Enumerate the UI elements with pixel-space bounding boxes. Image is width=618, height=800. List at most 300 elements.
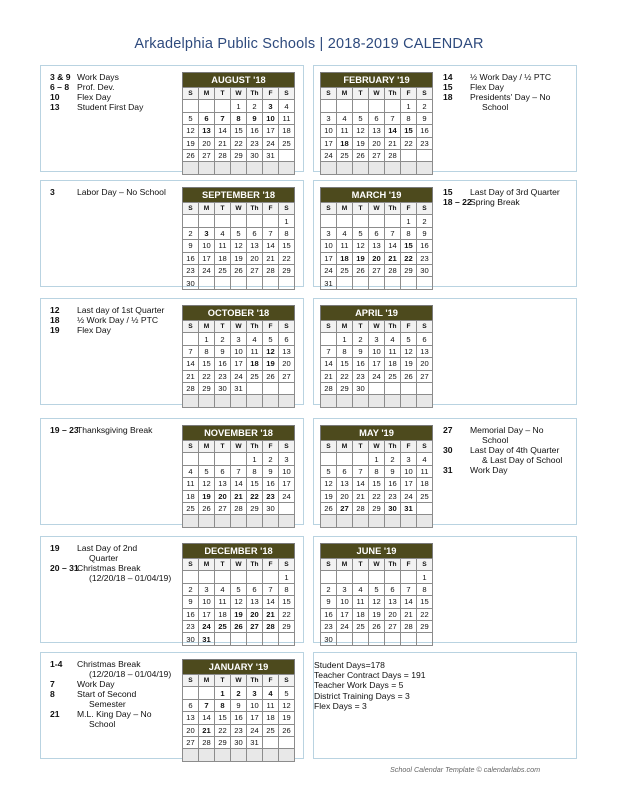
weekday-label: T	[353, 559, 369, 571]
day-cell: 17	[321, 252, 337, 264]
event-notes	[50, 659, 178, 729]
weekday-label: S	[183, 675, 199, 687]
event-note	[443, 82, 575, 92]
day-cell: 1	[215, 687, 231, 699]
day-cell: 6	[247, 227, 263, 239]
day-cell: 7	[199, 699, 215, 711]
event-description: M.L. King Day – No	[77, 709, 152, 719]
day-cell: 22	[417, 608, 433, 620]
day-cell: 6	[247, 583, 263, 595]
event-description: Flex Day	[77, 325, 111, 335]
empty-day-cell	[247, 749, 263, 761]
calendar-dec-18	[182, 543, 295, 646]
event-description: Prof. Dev.	[77, 82, 115, 92]
day-cell: 6	[279, 333, 295, 345]
weekday-label: M	[337, 321, 353, 333]
calendar-aug-18	[182, 72, 295, 175]
day-cell: 14	[385, 125, 401, 137]
weekday-label: S	[279, 675, 295, 687]
day-cell: 25	[263, 724, 279, 736]
weekday-label: F	[263, 321, 279, 333]
empty-day-cell	[337, 395, 353, 407]
day-cell: 23	[183, 620, 199, 632]
day-cell: 13	[369, 240, 385, 252]
day-cell: 12	[321, 478, 337, 490]
day-cell: 12	[231, 240, 247, 252]
event-date: 18 – 22	[443, 197, 472, 207]
event-description: ½ Work Day / ½ PTC	[470, 72, 552, 82]
weekday-label: M	[337, 88, 353, 100]
calendar-feb-19	[320, 72, 433, 175]
event-note	[443, 72, 575, 82]
event-note	[443, 197, 575, 207]
day-cell: 22	[231, 137, 247, 149]
weekday-label: F	[401, 88, 417, 100]
empty-day-cell	[247, 515, 263, 527]
weekday-label: Th	[247, 88, 263, 100]
event-notes	[50, 305, 178, 335]
day-cell: 31	[247, 736, 263, 748]
day-cell: 13	[417, 345, 433, 357]
day-cell: 27	[279, 370, 295, 382]
empty-day-cell	[247, 633, 263, 645]
event-notes	[50, 187, 178, 197]
stat-line: Student Days=178	[314, 660, 385, 670]
day-cell: 2	[353, 333, 369, 345]
day-cell: 16	[385, 478, 401, 490]
event-date	[50, 669, 77, 679]
empty-day-cell	[183, 453, 199, 465]
empty-day-cell	[369, 100, 385, 112]
calendar-mar-19	[320, 187, 433, 290]
day-cell: 19	[231, 252, 247, 264]
event-date	[50, 719, 77, 729]
day-cell: 25	[417, 490, 433, 502]
day-cell: 17	[279, 478, 295, 490]
event-date: 31	[443, 465, 453, 475]
calendar-jun-19	[320, 543, 433, 646]
day-cell: 12	[279, 699, 295, 711]
event-description: Spring Break	[470, 197, 520, 207]
day-cell: 21	[183, 370, 199, 382]
day-cell: 15	[231, 125, 247, 137]
empty-day-cell	[417, 149, 433, 161]
empty-day-cell	[215, 162, 231, 174]
weekday-label: F	[401, 321, 417, 333]
day-cell: 29	[417, 620, 433, 632]
stat-line: Teacher Work Days = 5	[314, 680, 404, 691]
day-cell: 29	[369, 502, 385, 514]
day-cell: 19	[199, 490, 215, 502]
empty-day-cell	[215, 633, 231, 645]
empty-day-cell	[353, 453, 369, 465]
day-cell: 29	[199, 382, 215, 394]
day-cell: 16	[247, 125, 263, 137]
day-cell: 5	[183, 112, 199, 124]
weekday-label: F	[263, 441, 279, 453]
weekday-label: Th	[247, 321, 263, 333]
empty-day-cell	[321, 100, 337, 112]
day-cell: 2	[183, 227, 199, 239]
event-notes	[50, 543, 178, 583]
empty-day-cell	[321, 395, 337, 407]
empty-day-cell	[417, 502, 433, 514]
day-cell: 16	[321, 608, 337, 620]
day-cell: 6	[215, 465, 231, 477]
event-date: 19 – 23	[50, 425, 79, 435]
day-cell: 19	[369, 608, 385, 620]
empty-day-cell	[247, 277, 263, 289]
weekday-label: W	[369, 559, 385, 571]
event-description: Memorial Day – No	[470, 425, 544, 435]
event-note	[443, 102, 575, 112]
day-cell: 30	[183, 277, 199, 289]
event-description: Last day of 1st Quarter	[77, 305, 165, 315]
day-cell: 10	[199, 240, 215, 252]
calendar-jan-19	[182, 659, 295, 762]
day-cell: 4	[337, 227, 353, 239]
day-cell: 8	[401, 112, 417, 124]
day-cell: 19	[263, 358, 279, 370]
day-cell: 18	[263, 712, 279, 724]
day-cell: 14	[385, 240, 401, 252]
day-cell: 20	[369, 252, 385, 264]
weekday-label: S	[183, 441, 199, 453]
day-cell: 3	[247, 687, 263, 699]
day-cell: 23	[321, 620, 337, 632]
day-cell: 4	[353, 583, 369, 595]
day-cell: 17	[231, 358, 247, 370]
event-date: 15	[443, 82, 453, 92]
empty-day-cell	[337, 215, 353, 227]
empty-day-cell	[337, 277, 353, 289]
event-description: Quarter	[89, 553, 119, 563]
day-cell: 10	[263, 112, 279, 124]
day-cell: 1	[279, 571, 295, 583]
day-cell: 3	[231, 333, 247, 345]
day-cell: 2	[231, 687, 247, 699]
empty-day-cell	[247, 162, 263, 174]
day-cell: 7	[321, 345, 337, 357]
empty-day-cell	[183, 162, 199, 174]
event-notes	[443, 187, 575, 207]
weekday-label: W	[369, 88, 385, 100]
day-cell: 25	[215, 620, 231, 632]
empty-day-cell	[353, 395, 369, 407]
empty-day-cell	[183, 749, 199, 761]
weekday-label: F	[401, 203, 417, 215]
day-cell: 26	[263, 370, 279, 382]
day-cell: 4	[279, 100, 295, 112]
weekday-label: T	[215, 203, 231, 215]
empty-day-cell	[279, 633, 295, 645]
weekday-label: M	[199, 441, 215, 453]
day-cell: 20	[369, 137, 385, 149]
calendar-oct-18	[182, 305, 295, 408]
event-description: Work Day	[470, 465, 508, 475]
day-cell: 14	[215, 125, 231, 137]
day-cell: 7	[263, 583, 279, 595]
empty-day-cell	[353, 571, 369, 583]
empty-day-cell	[215, 749, 231, 761]
empty-day-cell	[385, 515, 401, 527]
day-cell: 11	[215, 596, 231, 608]
weekday-label: S	[183, 559, 199, 571]
day-cell: 2	[247, 100, 263, 112]
day-cell: 21	[199, 724, 215, 736]
day-cell: 29	[247, 502, 263, 514]
day-cell: 3	[337, 583, 353, 595]
weekday-label: M	[199, 559, 215, 571]
day-cell: 4	[417, 453, 433, 465]
day-cell: 5	[199, 465, 215, 477]
day-cell: 22	[279, 608, 295, 620]
day-cell: 7	[263, 227, 279, 239]
day-cell: 18	[337, 252, 353, 264]
day-cell: 23	[183, 264, 199, 276]
day-cell: 30	[417, 264, 433, 276]
month-header: JANUARY '19	[182, 659, 295, 674]
day-cell: 16	[417, 240, 433, 252]
day-cell: 5	[321, 465, 337, 477]
weekday-label: M	[199, 675, 215, 687]
day-cell: 23	[215, 370, 231, 382]
event-note	[443, 425, 575, 435]
event-notes	[50, 425, 178, 435]
month-header: OCTOBER '18	[182, 305, 295, 320]
day-cell: 19	[401, 358, 417, 370]
day-cell: 18	[385, 358, 401, 370]
day-cell: 22	[401, 137, 417, 149]
day-cell: 27	[337, 502, 353, 514]
day-cell: 13	[247, 596, 263, 608]
empty-day-cell	[401, 277, 417, 289]
weekday-label: F	[263, 559, 279, 571]
day-cell: 27	[183, 736, 199, 748]
event-note	[50, 553, 178, 563]
day-cell: 8	[231, 112, 247, 124]
day-cell: 25	[215, 264, 231, 276]
day-cell: 14	[401, 596, 417, 608]
event-note	[443, 187, 575, 197]
day-cell: 3	[279, 453, 295, 465]
day-cell: 9	[263, 465, 279, 477]
event-description: School	[89, 719, 116, 729]
empty-day-cell	[385, 100, 401, 112]
day-cell: 19	[353, 137, 369, 149]
day-cell: 29	[215, 736, 231, 748]
day-cell: 22	[401, 252, 417, 264]
day-cell: 22	[369, 490, 385, 502]
day-cell: 15	[401, 125, 417, 137]
month-header: DECEMBER '18	[182, 543, 295, 558]
day-cell: 5	[353, 112, 369, 124]
day-cell: 23	[353, 370, 369, 382]
empty-day-cell	[337, 100, 353, 112]
empty-day-cell	[279, 395, 295, 407]
day-cell: 10	[401, 465, 417, 477]
event-date: 13	[50, 102, 60, 112]
event-date: 7	[50, 679, 55, 689]
day-cell: 21	[263, 252, 279, 264]
empty-day-cell	[337, 515, 353, 527]
weekday-label: T	[215, 441, 231, 453]
day-cell: 5	[353, 227, 369, 239]
day-cell: 18	[183, 490, 199, 502]
event-note	[50, 679, 178, 689]
month-grid	[320, 558, 433, 646]
event-date: 6 – 8	[50, 82, 70, 92]
day-cell: 29	[337, 382, 353, 394]
page-title: Arkadelphia Public Schools | 2018-2019 CALENDAR	[134, 36, 484, 52]
day-cell: 26	[199, 502, 215, 514]
empty-day-cell	[353, 277, 369, 289]
weekday-label: S	[183, 88, 199, 100]
template-credit: School Calendar Template © calendarlabs.com	[390, 765, 541, 774]
weekday-label: S	[321, 203, 337, 215]
empty-day-cell	[183, 100, 199, 112]
day-cell: 29	[279, 620, 295, 632]
weekday-label: S	[321, 441, 337, 453]
day-cell: 24	[199, 264, 215, 276]
day-cell: 21	[385, 252, 401, 264]
day-cell: 19	[321, 490, 337, 502]
empty-day-cell	[337, 633, 353, 645]
day-cell: 10	[199, 596, 215, 608]
day-cell: 8	[369, 465, 385, 477]
day-cell: 1	[417, 571, 433, 583]
empty-day-cell	[199, 687, 215, 699]
day-cell: 16	[183, 252, 199, 264]
empty-day-cell	[215, 453, 231, 465]
day-cell: 27	[199, 149, 215, 161]
event-date: 15	[443, 187, 453, 197]
event-note	[50, 305, 178, 315]
weekday-label: Th	[385, 559, 401, 571]
month-header: FEBRUARY '19	[320, 72, 433, 87]
weekday-label: S	[279, 559, 295, 571]
empty-day-cell	[385, 571, 401, 583]
event-note	[443, 455, 575, 465]
empty-day-cell	[231, 162, 247, 174]
day-cell: 7	[215, 112, 231, 124]
weekday-label: Th	[385, 441, 401, 453]
day-cell: 5	[231, 583, 247, 595]
day-cell: 9	[247, 112, 263, 124]
weekday-label: S	[321, 88, 337, 100]
event-note	[50, 92, 178, 102]
day-cell: 17	[337, 608, 353, 620]
empty-day-cell	[247, 382, 263, 394]
day-cell: 5	[263, 333, 279, 345]
empty-day-cell	[417, 277, 433, 289]
weekday-label: W	[231, 675, 247, 687]
day-cell: 6	[337, 465, 353, 477]
day-cell: 25	[353, 620, 369, 632]
day-cell: 28	[385, 264, 401, 276]
day-cell: 28	[353, 502, 369, 514]
event-note	[443, 92, 575, 102]
empty-day-cell	[321, 162, 337, 174]
day-cell: 30	[215, 382, 231, 394]
day-cell: 24	[263, 137, 279, 149]
empty-day-cell	[279, 149, 295, 161]
calendar-may-19	[320, 425, 433, 528]
empty-day-cell	[263, 571, 279, 583]
day-cell: 13	[369, 125, 385, 137]
weekday-label: M	[337, 203, 353, 215]
empty-day-cell	[263, 633, 279, 645]
empty-day-cell	[263, 749, 279, 761]
month-header: APRIL '19	[320, 305, 433, 320]
day-cell: 6	[183, 699, 199, 711]
day-cell: 12	[199, 478, 215, 490]
day-cell: 16	[263, 478, 279, 490]
day-cell: 15	[401, 240, 417, 252]
event-note	[443, 465, 575, 475]
empty-day-cell	[263, 215, 279, 227]
day-cell: 21	[321, 370, 337, 382]
weekday-label: S	[321, 321, 337, 333]
day-cell: 30	[385, 502, 401, 514]
day-cell: 1	[247, 453, 263, 465]
event-date: 19	[50, 543, 60, 553]
event-description: Last Day of 4th Quarter	[470, 445, 560, 455]
day-cell: 12	[183, 125, 199, 137]
month-grid	[182, 558, 295, 646]
event-note	[50, 709, 178, 719]
day-cell: 3	[199, 583, 215, 595]
empty-day-cell	[385, 215, 401, 227]
day-cell: 9	[321, 596, 337, 608]
day-cell: 8	[401, 227, 417, 239]
empty-day-cell	[263, 382, 279, 394]
event-description: Work Day	[77, 679, 115, 689]
event-date: 1-4	[50, 659, 63, 669]
weekday-label: S	[417, 88, 433, 100]
day-cell: 18	[353, 608, 369, 620]
empty-day-cell	[417, 395, 433, 407]
event-description: Last Day of 2nd	[77, 543, 138, 553]
day-cell: 21	[231, 490, 247, 502]
empty-day-cell	[369, 571, 385, 583]
empty-day-cell	[321, 515, 337, 527]
stat-line: Teacher Contract Days = 191	[314, 670, 426, 681]
weekday-label: W	[231, 88, 247, 100]
empty-day-cell	[247, 571, 263, 583]
empty-day-cell	[199, 571, 215, 583]
empty-day-cell	[401, 395, 417, 407]
event-description: (12/20/18 – 01/04/19)	[89, 669, 172, 679]
event-description: Christmas Break	[77, 659, 141, 669]
day-cell: 8	[337, 345, 353, 357]
empty-day-cell	[321, 215, 337, 227]
day-cell: 10	[321, 240, 337, 252]
day-cell: 20	[417, 358, 433, 370]
day-cell: 27	[385, 620, 401, 632]
day-cell: 25	[385, 370, 401, 382]
empty-day-cell	[215, 277, 231, 289]
empty-day-cell	[369, 515, 385, 527]
day-cell: 7	[353, 465, 369, 477]
day-cell: 26	[401, 370, 417, 382]
day-cell: 1	[231, 100, 247, 112]
day-cell: 27	[417, 370, 433, 382]
day-cell: 3	[321, 112, 337, 124]
day-cell: 2	[263, 453, 279, 465]
day-cell: 7	[183, 345, 199, 357]
weekday-label: S	[183, 321, 199, 333]
